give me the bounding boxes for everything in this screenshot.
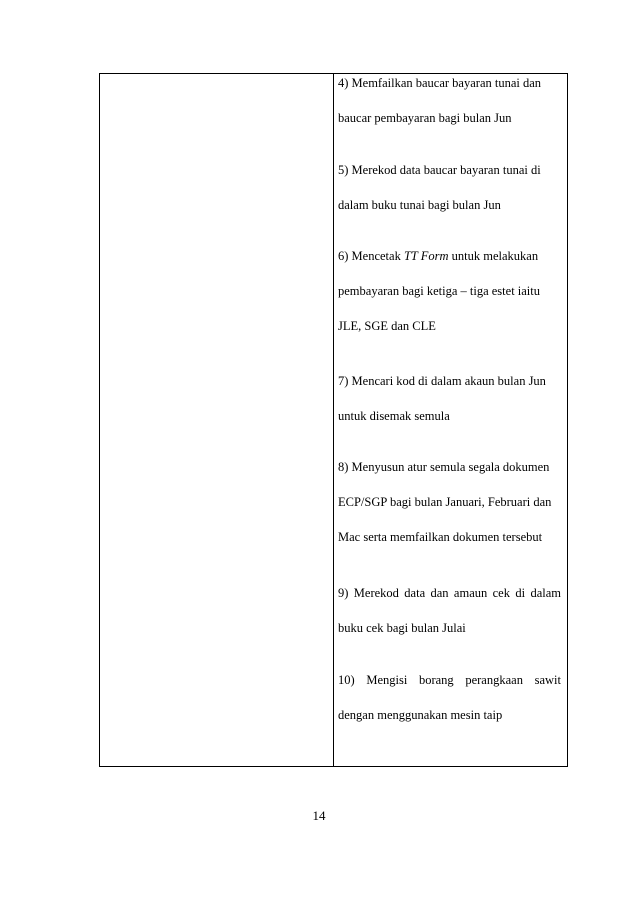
- task-text: untuk melakukan: [448, 249, 539, 263]
- task-line: dalam buku tunai bagi bulan Jun: [338, 198, 501, 212]
- task-line: 10) Mengisi borang perangkaan sawit: [338, 673, 561, 687]
- task-item-8: [338, 450, 561, 555]
- task-line: ECP/SGP bagi bulan Januari, Februari dan: [338, 495, 552, 509]
- task-line: untuk disemak semula: [338, 409, 450, 423]
- task-line: baucar pembayaran bagi bulan Jun: [338, 111, 512, 125]
- task-item-7: [338, 364, 561, 434]
- task-line: Mac serta memfailkan dokumen tersebut: [338, 530, 543, 544]
- task-item-9: [338, 576, 561, 646]
- task-line: 8) Menyusun atur semula segala dokumen: [338, 460, 550, 474]
- tt-form-term: TT Form: [403, 249, 449, 263]
- task-item-4: [338, 66, 561, 136]
- task-line: buku cek bagi bulan Julai: [338, 621, 466, 635]
- task-line: 4) Memfailkan baucar bayaran tunai dan: [338, 76, 542, 90]
- task-line: 5) Merekod data baucar bayaran tunai di: [338, 163, 541, 177]
- page-number: 14: [312, 808, 326, 823]
- task-item-6: [338, 239, 561, 344]
- task-line: 7) Mencari kod di dalam akaun bulan Jun: [338, 374, 546, 388]
- task-line: pembayaran bagi ketiga – tiga estet iaitu: [338, 284, 541, 298]
- task-text: 6) Mencetak: [338, 249, 404, 263]
- column-divider: [333, 73, 334, 767]
- task-line: 9) Merekod data dan amaun cek di dalam: [338, 586, 561, 600]
- task-item-10: [338, 663, 561, 733]
- left-cell-empty: [100, 74, 332, 766]
- task-line: JLE, SGE dan CLE: [338, 319, 436, 333]
- task-line-mixed: [338, 239, 561, 274]
- task-item-5: [338, 153, 561, 223]
- task-line: dengan menggunakan mesin taip: [338, 708, 503, 722]
